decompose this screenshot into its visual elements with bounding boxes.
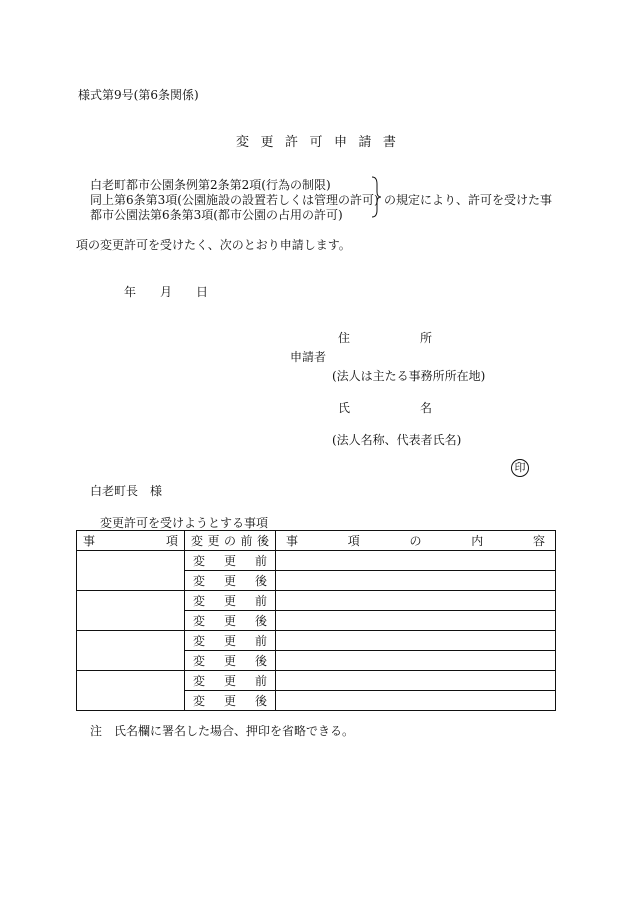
after-label-char: 変 — [193, 654, 206, 668]
after-label-char: 後 — [254, 614, 267, 628]
date-month: 月 — [160, 285, 173, 299]
before-label-char: 変 — [193, 554, 206, 568]
after-label-char: 後 — [254, 574, 267, 588]
item-cell[interactable] — [77, 551, 185, 591]
before-label-char: 更 — [223, 634, 236, 648]
title-char: 変 — [236, 135, 250, 150]
after-label-char: 更 — [223, 574, 236, 588]
seal-mark: 印 — [511, 459, 529, 477]
header-content — [276, 531, 556, 551]
before-change-cell — [185, 671, 276, 691]
header-before-after-char: の — [223, 534, 236, 548]
before-label-char: 変 — [193, 634, 206, 648]
before-label-char: 前 — [254, 594, 267, 608]
header-content-char: 項 — [347, 534, 360, 548]
before-change-cell — [185, 631, 276, 651]
content-cell[interactable] — [276, 571, 556, 591]
before-label-char: 更 — [223, 594, 236, 608]
name-label — [338, 399, 432, 416]
content-cell[interactable] — [276, 551, 556, 571]
item-cell[interactable] — [77, 591, 185, 631]
after-label-char: 更 — [223, 694, 236, 708]
header-content-char: 容 — [532, 534, 545, 548]
table-row — [77, 631, 556, 651]
item-cell[interactable] — [77, 631, 185, 671]
content-cell[interactable] — [276, 671, 556, 691]
header-item-char: 事 — [83, 534, 96, 548]
title-char: 更 — [260, 135, 274, 150]
law-line-3: 都市公園法第6条第3項(都市公園の占用の許可) — [90, 208, 343, 222]
body-text: 項の変更許可を受けたく、次のとおり申請します。 — [76, 238, 351, 252]
before-label-char: 更 — [223, 554, 236, 568]
before-label-char: 前 — [254, 554, 267, 568]
item-cell[interactable] — [77, 671, 185, 711]
address-label-char: 住 — [338, 331, 351, 345]
after-label-char: 変 — [193, 614, 206, 628]
law-line-1: 白老町都市公園条例第2条第2項(行為の制限) — [90, 178, 331, 192]
after-label-char: 変 — [193, 574, 206, 588]
title-char: 申 — [333, 135, 347, 150]
content-cell[interactable] — [276, 691, 556, 711]
header-before-after-char: 更 — [207, 534, 220, 548]
law-suffix: の規定により、許可を受けた事 — [384, 193, 553, 207]
header-before-after-char: 前 — [240, 534, 253, 548]
after-change-cell — [185, 611, 276, 631]
change-items-table — [76, 530, 556, 711]
after-label-char: 後 — [254, 654, 267, 668]
title-char: 請 — [358, 135, 372, 150]
table-row — [77, 551, 556, 571]
header-content-char: の — [409, 534, 422, 548]
table-row — [77, 591, 556, 611]
form-number: 様式第9号(第6条関係) — [78, 88, 199, 102]
header-item-char: 項 — [165, 534, 178, 548]
section-title: 変更許可を受けようとする事項 — [100, 516, 269, 530]
curly-brace-icon — [371, 176, 381, 218]
title-char: 許 — [284, 135, 298, 150]
header-before-after — [185, 531, 276, 551]
table-row — [77, 671, 556, 691]
addressee: 白老町長 様 — [90, 484, 163, 498]
address-label-char: 所 — [419, 331, 432, 345]
after-label-char: 更 — [223, 614, 236, 628]
content-cell[interactable] — [276, 631, 556, 651]
content-cell[interactable] — [276, 651, 556, 671]
header-content-char: 内 — [471, 534, 484, 548]
name-label-char: 氏 — [338, 401, 351, 415]
after-label-char: 更 — [223, 654, 236, 668]
after-change-cell — [185, 651, 276, 671]
before-change-cell — [185, 591, 276, 611]
content-cell[interactable] — [276, 611, 556, 631]
name-note: (法人名称、代表者氏名) — [332, 433, 462, 447]
applicant-label: 申請者 — [290, 350, 327, 364]
before-label-char: 変 — [193, 594, 206, 608]
page-title — [236, 131, 396, 150]
header-before-after-char: 変 — [191, 534, 204, 548]
before-label-char: 更 — [223, 674, 236, 688]
title-char: 書 — [382, 135, 396, 150]
header-before-after-char: 後 — [256, 534, 269, 548]
law-line-2: 同上第6条第3項(公園施設の設置若しくは管理の許可) — [90, 193, 379, 207]
after-label-char: 後 — [254, 694, 267, 708]
before-label-char: 前 — [254, 674, 267, 688]
after-change-cell — [185, 571, 276, 591]
address-label — [338, 329, 432, 346]
header-item — [77, 531, 185, 551]
header-content-char: 事 — [286, 534, 299, 548]
name-label-char: 名 — [419, 401, 432, 415]
content-cell[interactable] — [276, 591, 556, 611]
table-header-row — [77, 531, 556, 551]
title-char: 可 — [309, 135, 323, 150]
after-label-char: 変 — [193, 694, 206, 708]
footnote: 注 氏名欄に署名した場合、押印を省略できる。 — [90, 724, 355, 738]
before-label-char: 変 — [193, 674, 206, 688]
after-change-cell — [185, 691, 276, 711]
before-label-char: 前 — [254, 634, 267, 648]
address-note: (法人は主たる事務所所在地) — [332, 369, 486, 383]
before-change-cell — [185, 551, 276, 571]
date-year: 年 — [124, 285, 137, 299]
date-day: 日 — [196, 285, 209, 299]
